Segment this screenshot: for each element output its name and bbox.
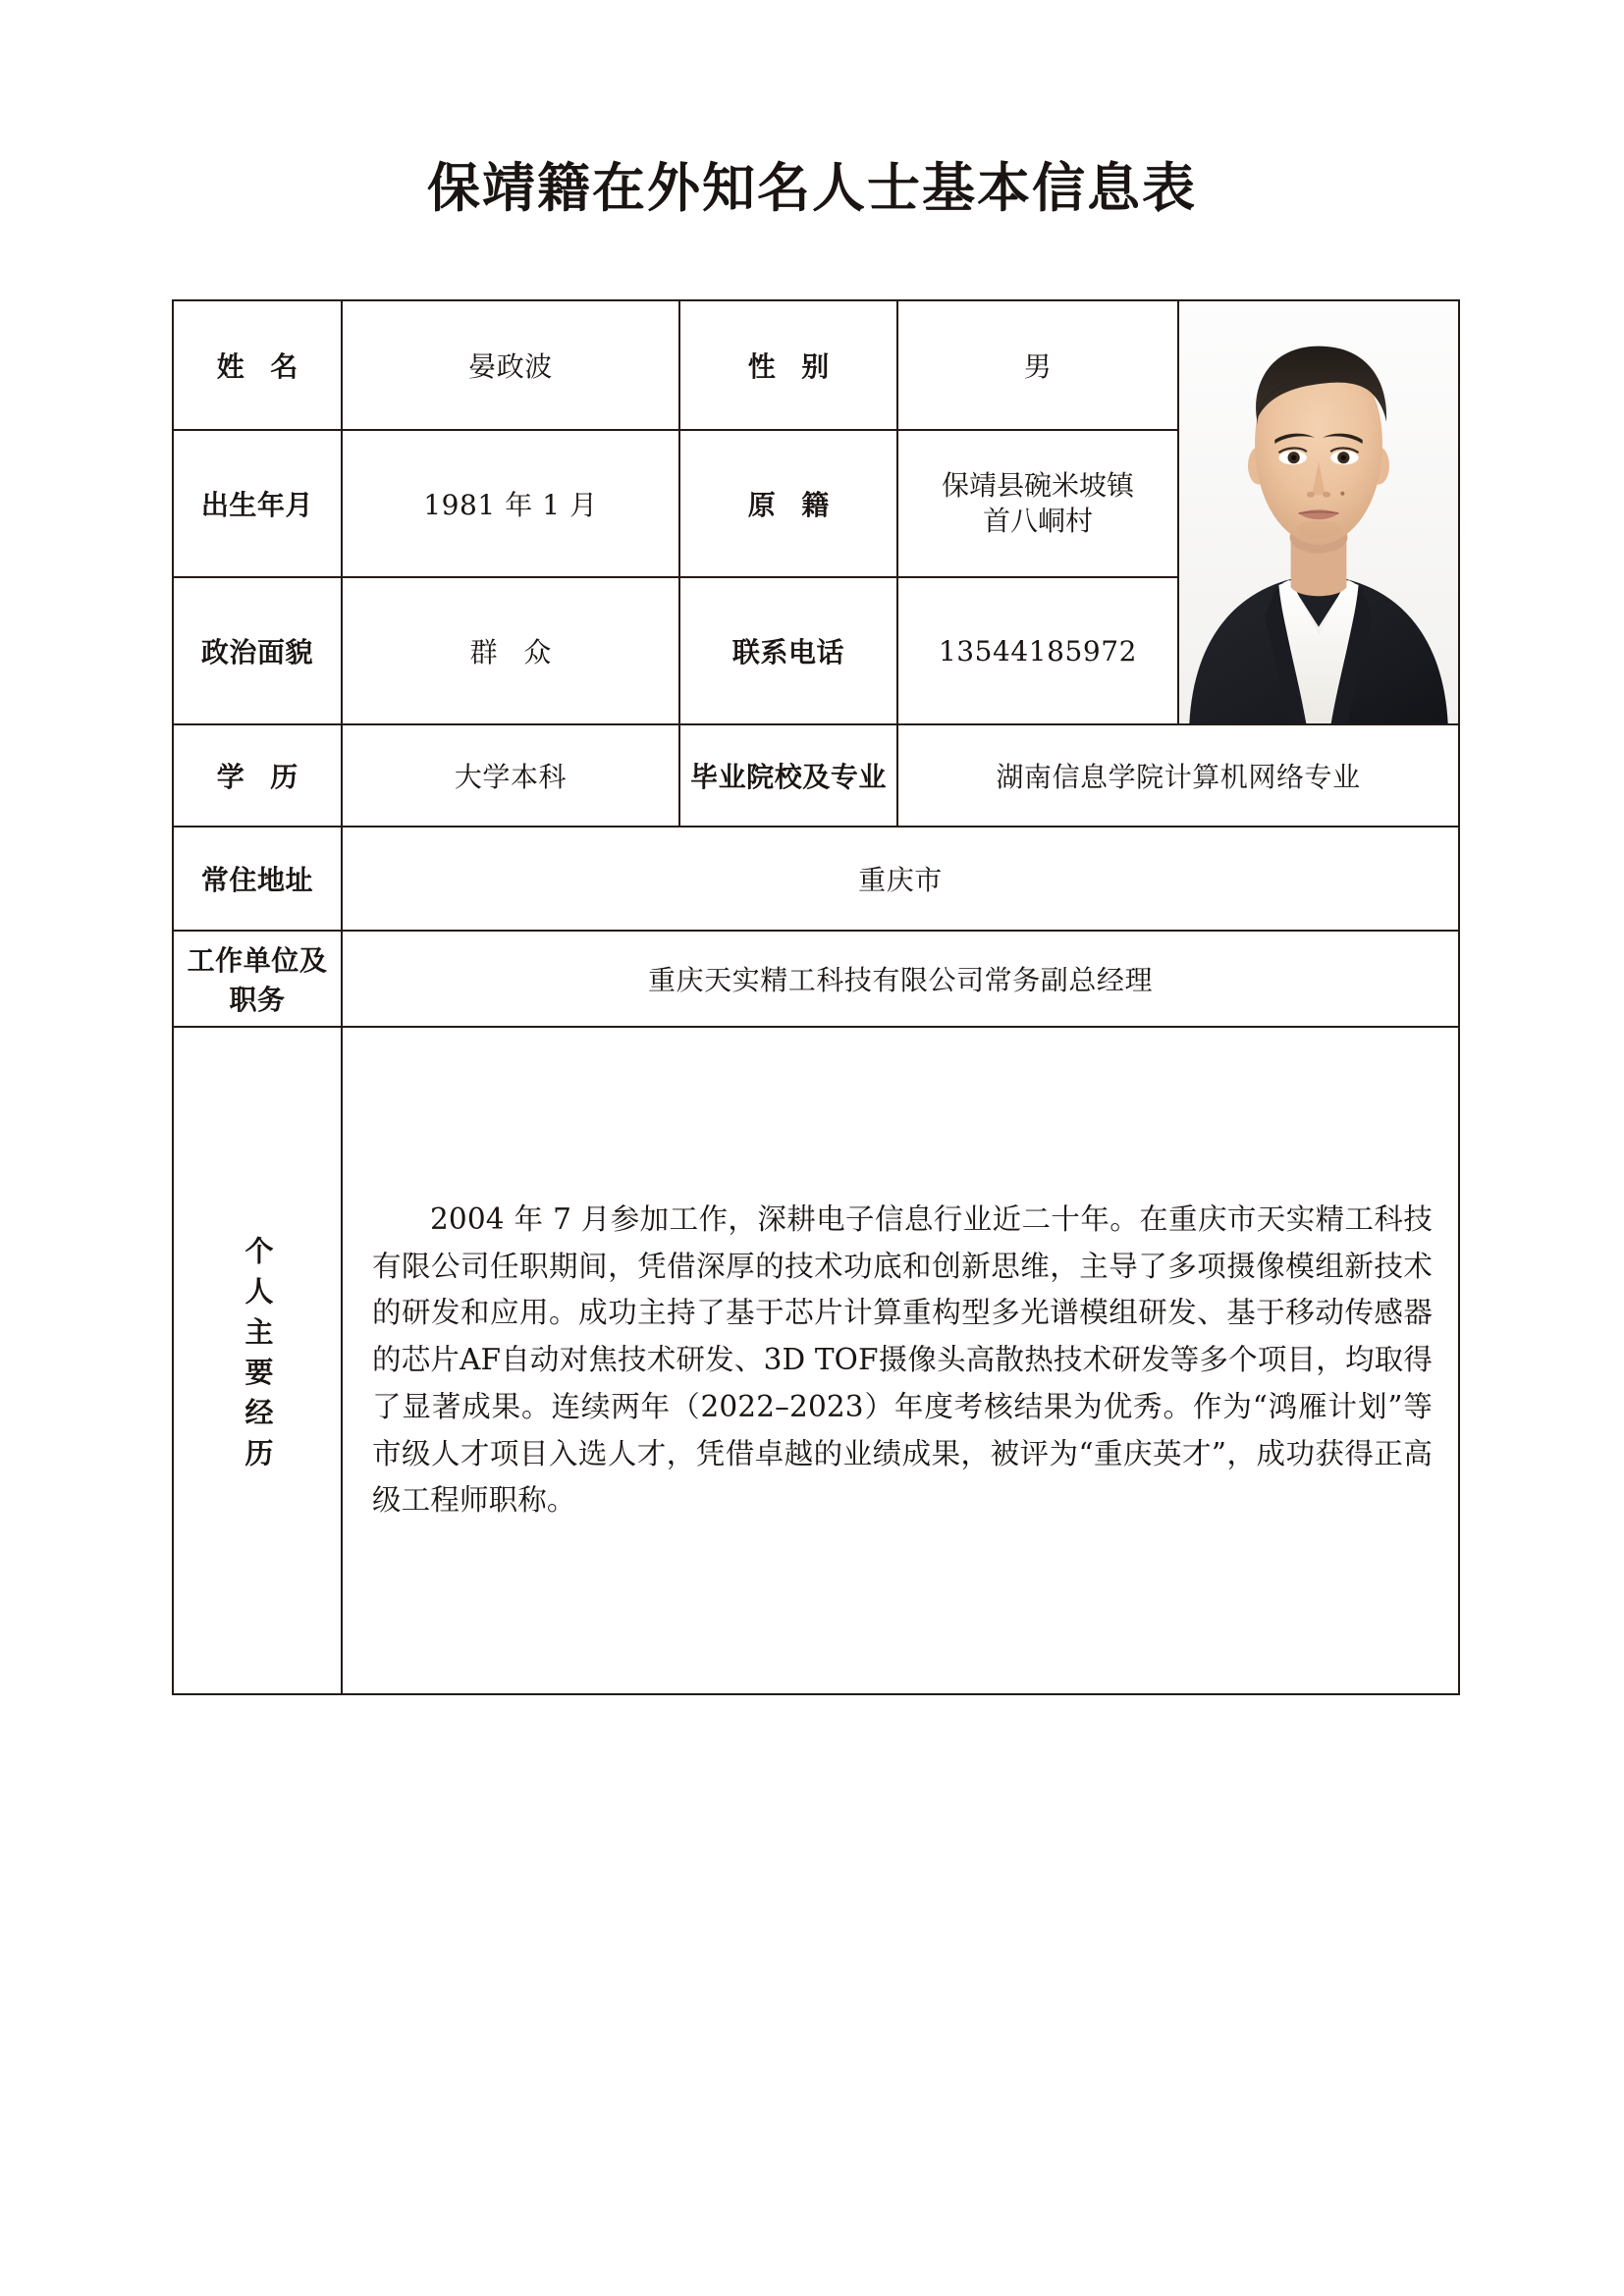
- label-birth-date: 出生年月: [173, 430, 342, 577]
- table-row-name: [173, 300, 1459, 430]
- personal-info-table: [172, 299, 1460, 1695]
- value-birth-date: 1981 年 1 月: [342, 430, 679, 577]
- label-gender: 性 别: [679, 300, 897, 430]
- value-origin-line2: 首八峒村: [982, 505, 1093, 538]
- label-name: 姓 名: [173, 300, 342, 430]
- label-residence-address: 常住地址: [173, 827, 342, 931]
- value-origin-line1: 保靖县碗米坡镇: [941, 469, 1134, 503]
- value-origin: [897, 430, 1178, 577]
- value-residence-address: 重庆市: [342, 827, 1459, 931]
- table-row-work: [173, 931, 1459, 1027]
- photo-cell: [1178, 300, 1459, 724]
- value-name: 晏政波: [342, 300, 679, 430]
- value-personal-experience: 2004 年 7 月参加工作，深耕电子信息行业近二十年。在重庆市天实精工科技有限公司任职期间，凭借深厚的技术功底和创新思维，主导了多项摄像模组新技术的研发和应用。成功主持了基于芯片计算重构型多光谱模组研发、基于移动传感器的芯片AF自动对焦技术研发、3D TOF摄像头高散热技术研发等多个项目，均取得了显著成果。连续两年（2022–2023）年度考核结果为优秀。作为“鸿雁计划”等市级人才项目入选人才，凭借卓越的业绩成果，被评为“重庆英才”，成功获得正高级工程师职称。: [372, 1201, 1433, 1518]
- label-political-status: 政治面貌: [173, 577, 342, 724]
- value-personal-experience-cell: [342, 1027, 1459, 1694]
- value-political-status: 群 众: [342, 577, 679, 724]
- label-school-major: 毕业院校及专业: [679, 724, 897, 827]
- page-title: 保靖籍在外知名人士基本信息表: [427, 156, 1197, 219]
- label-origin: 原 籍: [679, 430, 897, 577]
- portrait-photo-icon: [1179, 301, 1458, 723]
- value-phone: 13544185972: [897, 577, 1178, 724]
- value-school-major: 湖南信息学院计算机网络专业: [897, 724, 1459, 827]
- table-row-education: [173, 724, 1459, 827]
- value-education: 大学本科: [342, 724, 679, 827]
- label-personal-experience: 个人主要经历: [241, 1235, 275, 1479]
- avatar: [1179, 301, 1458, 723]
- value-work-unit-position: 重庆天实精工科技有限公司常务副总经理: [342, 931, 1459, 1027]
- label-education: 学 历: [173, 724, 342, 827]
- value-gender: 男: [897, 300, 1178, 430]
- label-work-unit-position: 工作单位及职务: [173, 931, 342, 1027]
- label-personal-experience-cell: [173, 1027, 342, 1694]
- table-row-address: [173, 827, 1459, 931]
- table-row-experience: [173, 1027, 1459, 1694]
- label-phone: 联系电话: [679, 577, 897, 724]
